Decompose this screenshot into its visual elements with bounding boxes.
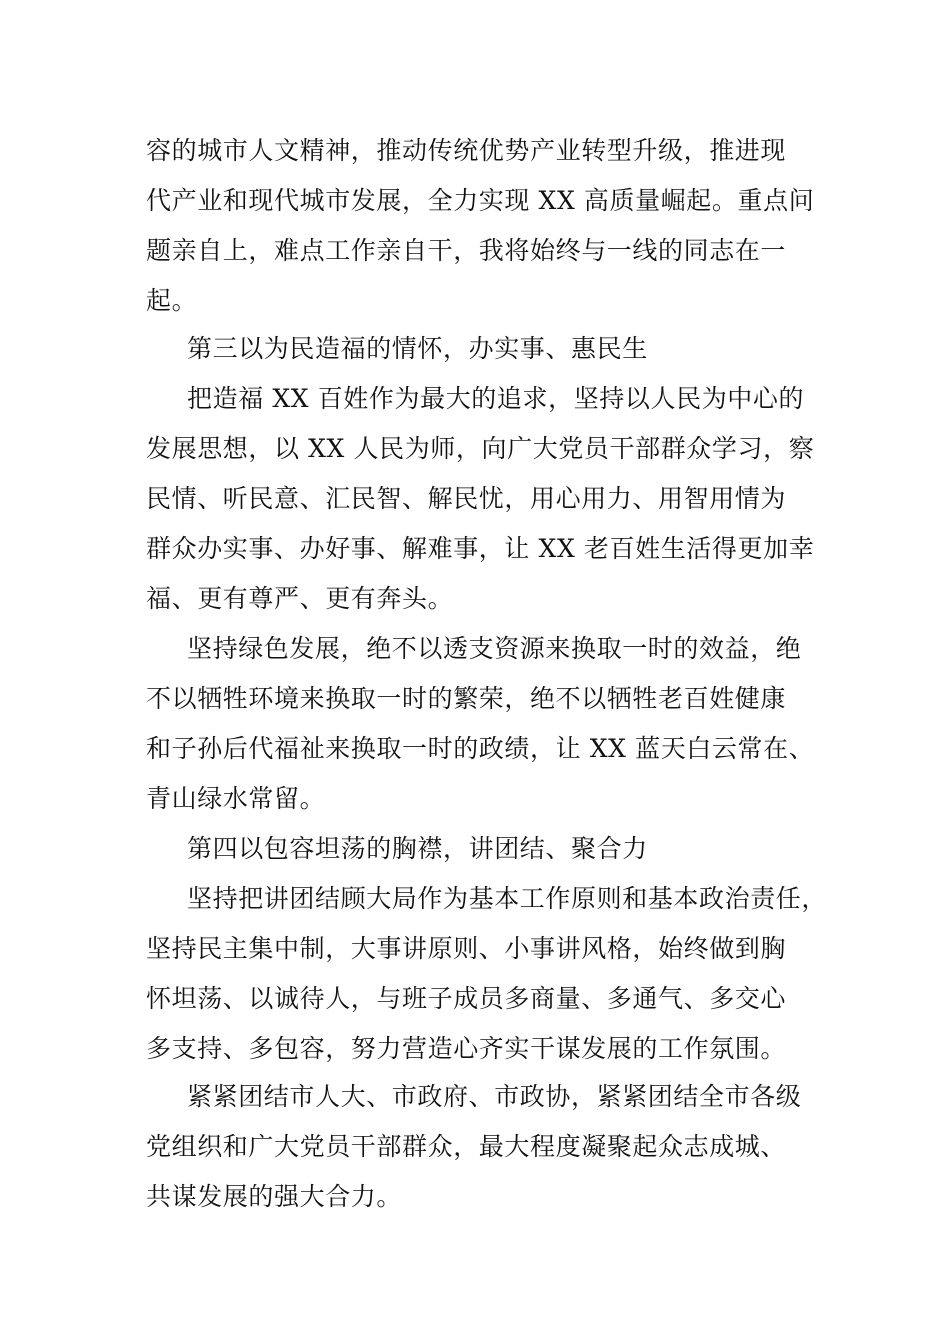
body-text-line: 发展思想，以 XX 人民为师，向广大党员干部群众学习，察 [146,434,815,463]
body-text-line: 党组织和广大党员干部群众，最大程度凝聚起众志成城、 [146,1132,787,1161]
body-text-line: 起。 [146,286,198,315]
body-text-line: 多支持、多包容，努力营造心齐实干谋发展的工作氛围。 [146,1034,787,1063]
body-text-line: 民情、听民意、汇民智、解民忧，用心用力、用智用情为 [146,484,787,513]
section-heading: 第四以包容坦荡的胸襟，讲团结、聚合力 [187,834,648,863]
body-text-line: 和子孙后代福祉来换取一时的政绩，让 XX 蓝天白云常在、 [146,734,815,763]
body-text-line: 坚持把讲团结顾大局作为基本工作原则和基本政治责任， [187,884,828,913]
body-text-line: 把造福 XX 百姓作为最大的追求，坚持以人民为中心的 [187,384,805,413]
body-text-line: 紧紧团结市人大、市政府、市政协，紧紧团结全市各级 [187,1082,802,1111]
body-text-line: 容的城市人文精神，推动传统优势产业转型升级，推进现 [146,136,787,165]
body-text-line: 代产业和现代城市发展，全力实现 XX 高质量崛起。重点问 [146,186,815,215]
body-text-line: 共谋发展的强大合力。 [146,1182,403,1211]
body-text-line: 不以牺牲环境来换取一时的繁荣，绝不以牺牲老百姓健康 [146,684,787,713]
body-text-line: 青山绿水常留。 [146,784,326,813]
section-heading: 第三以为民造福的情怀，办实事、惠民生 [187,334,648,363]
body-text-line: 题亲自上，难点工作亲自干，我将始终与一线的同志在一 [146,236,787,265]
body-text-line: 坚持绿色发展，绝不以透支资源来换取一时的效益，绝 [187,634,802,663]
body-text-line: 群众办实事、办好事、解难事，让 XX 老百姓生活得更加幸 [146,534,815,563]
body-text-line: 福、更有尊严、更有奔头。 [146,584,454,613]
body-text-line: 怀坦荡、以诚待人，与班子成员多商量、多通气、多交心 [146,984,787,1013]
body-text-line: 坚持民主集中制，大事讲原则、小事讲风格，始终做到胸 [146,934,787,963]
